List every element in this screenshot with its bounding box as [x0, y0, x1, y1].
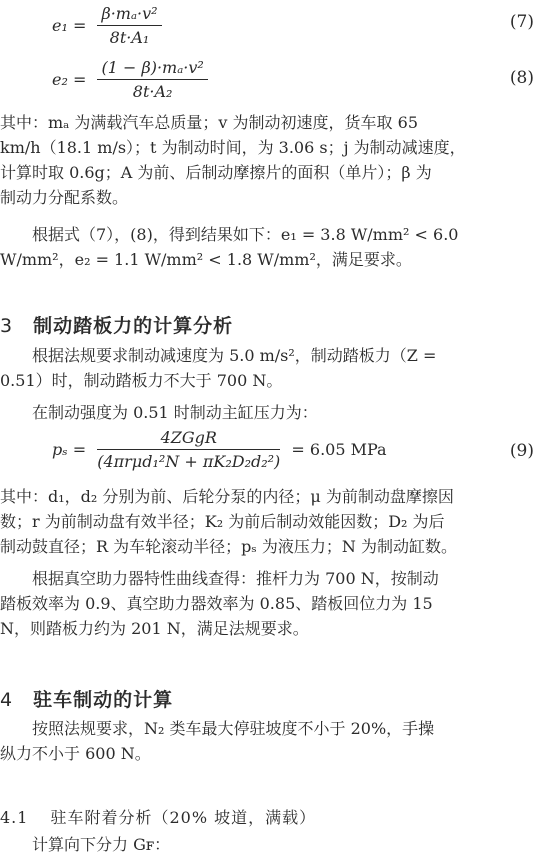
equation-fraction — [97, 58, 207, 101]
section-number: 3 — [0, 315, 14, 337]
section-number: 4.1 — [0, 808, 29, 827]
equation-ps — [52, 428, 387, 471]
equation-numerator: 4ZGgR — [97, 428, 280, 450]
paragraph-results — [0, 222, 538, 272]
text-line: km/h（18.1 m/s）；t 为制动时间，为 3.06 s；j 为制动减速度， — [0, 138, 466, 157]
equation-number: (9) — [509, 441, 534, 461]
text-line: 计算向下分力 Gꜰ： — [32, 835, 171, 854]
equation-e1 — [52, 4, 162, 47]
equation-lhs: e₁ = — [52, 16, 87, 35]
text-line: 在制动强度为 0.51 时制动主缸压力为： — [32, 403, 318, 422]
subsection-heading-4-1 — [0, 805, 316, 828]
text-line: 数；r 为前制动盘有效半径；K₂ 为前后制动效能因数；D₂ 为后 — [0, 512, 445, 531]
text-line: 其中：mₐ 为满载汽车总质量；v 为制动初速度，货车取 65 — [0, 113, 419, 132]
equation-denominator: 8t·A₂ — [132, 82, 173, 101]
equation-fraction — [97, 428, 280, 471]
text-line: 0.51）时，制动踏板力不大于 700 N。 — [0, 371, 283, 390]
equation-number: (7) — [509, 12, 534, 32]
paragraph-force-calc — [0, 832, 538, 857]
equation-lhs: e₂ = — [52, 70, 87, 89]
text-line: 计算时取 0.6g；A 为前、后制动摩擦片的面积（单片）；β 为 — [0, 163, 432, 182]
paragraph-variable-definitions — [0, 110, 538, 210]
text-line: 根据法规要求制动减速度为 5.0 m/s²，制动踏板力（Z = — [32, 346, 437, 365]
section-number: 4 — [0, 689, 14, 711]
section-title: 驻车附着分析（20% 坡道，满载） — [50, 808, 317, 827]
text-line: 按照法规要求，N₂ 类车最大停驻坡度不小于 20%，手操 — [32, 719, 435, 738]
equation-fraction — [97, 4, 161, 47]
text-line: 踏板效率为 0.9、真空助力器效率为 0.85、踏板回位力为 15 — [0, 594, 433, 613]
section-heading-4 — [0, 685, 173, 712]
paragraph-master-cylinder — [0, 400, 538, 425]
text-line: 制动鼓直径；R 为车轮滚动半径；pₛ 为液压力；N 为制动缸数。 — [0, 537, 457, 556]
text-line: 根据真空助力器特性曲线查得：推杆力为 700 N，按制动 — [32, 569, 439, 588]
text-line: 根据式（7），(8)，得到结果如下：e₁ = 3.8 W/mm² < 6.0 — [32, 225, 459, 244]
equation-numerator: β·mₐ·v² — [97, 4, 161, 26]
section-heading-3 — [0, 311, 233, 338]
equation-result: = 6.05 MPa — [291, 440, 387, 459]
equation-number: (8) — [509, 68, 534, 88]
text-line: W/mm²，e₂ = 1.1 W/mm² < 1.8 W/mm²，满足要求。 — [0, 250, 412, 269]
equation-numerator: (1 − β)·mₐ·v² — [97, 58, 207, 80]
paragraph-parking-requirement — [0, 716, 538, 766]
text-line: 其中：d₁，d₂ 分别为前、后轮分泵的内径；μ 为前制动盘摩擦因 — [0, 487, 454, 506]
text-line: 纵力不小于 600 N。 — [0, 744, 151, 763]
equation-lhs: pₛ = — [52, 440, 87, 459]
paragraph-pedal-requirement — [0, 343, 538, 393]
equation-e2 — [52, 58, 208, 101]
equation-denominator: (4πrμd₁²N + πK₂D₂d₂²) — [97, 452, 281, 471]
section-title: 驻车制动的计算 — [33, 689, 174, 711]
paragraph-symbol-definitions — [0, 484, 538, 559]
paragraph-booster — [0, 566, 538, 641]
equation-denominator: 8t·A₁ — [109, 28, 150, 47]
text-line: N，则踏板力约为 201 N，满足法规要求。 — [0, 619, 309, 638]
text-line: 制动力分配系数。 — [0, 188, 129, 207]
section-title: 制动踏板力的计算分析 — [33, 315, 234, 337]
